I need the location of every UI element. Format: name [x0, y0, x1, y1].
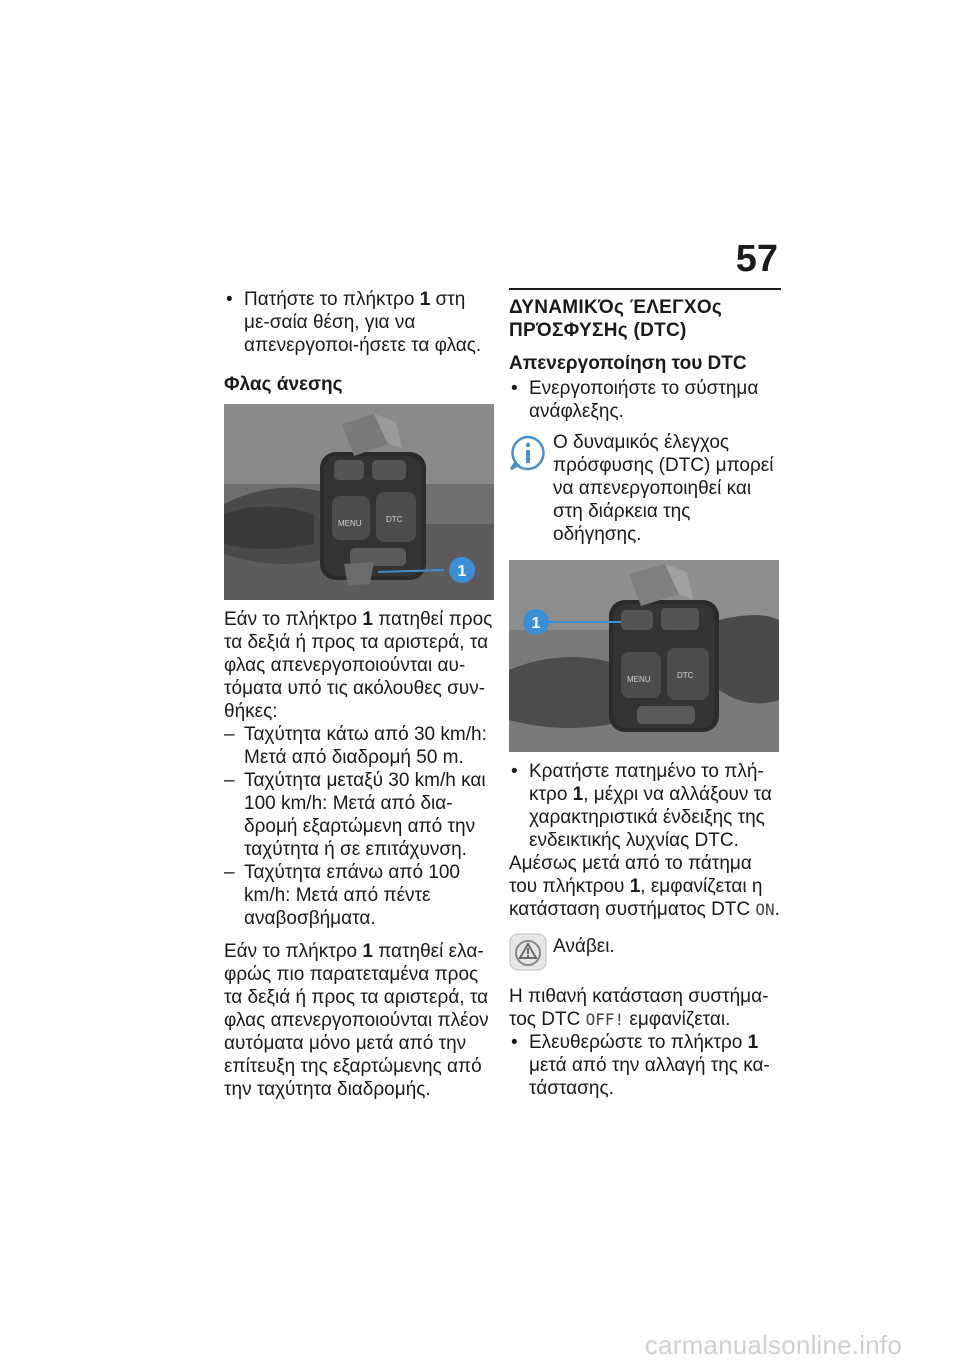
paragraph-4: Η πιθανή κατάσταση συστήμα-τος DTC OFF! εμφανίζεται.: [509, 986, 769, 1030]
dtc-deactivation-heading: Απενεργοποίηση του DTC: [509, 353, 747, 374]
page-number: 57: [735, 238, 778, 280]
handlebar-switch-figure-right: [509, 560, 779, 752]
callout-number: 1: [531, 615, 541, 632]
paragraph-3: Αμέσως μετά από το πάτημα του πλήκτρου 1, εμφανίζεται η κατάσταση συστήματος DTC ON.: [509, 853, 780, 920]
hold-button-bullet: • Κρατήστε πατημένο το πλή-κτρο 1, μέχρι να αλλάξουν τα χαρακτηριστικά ένδειξης της ενδεικτικής λυχνίας DTC.: [509, 760, 781, 852]
menu-button-label: MENU: [338, 519, 362, 528]
info-icon: [509, 435, 545, 471]
condition-item-3: – Ταχύτητα επάνω από 100 km/h: Μετά από πέντε αναβοσβήματα.: [224, 861, 496, 930]
condition-item-2: – Ταχύτητα μεταξύ 30 km/h και 100 km/h: Μετά από δια-δρομή εξαρτώμενη από την ταχύτητα ή σε επιτάχυνση.: [224, 769, 496, 861]
callout-number: 1: [457, 563, 467, 580]
indicator-note-text: Ανάβει.: [553, 936, 615, 957]
dtc-button-label: DTC: [677, 671, 694, 680]
info-note-text: Ο δυναμικός έλεγχος πρόσφυσης (DTC) μπορεί να απενεργοποιηθεί και στη διάρκεια της οδήγησης.: [553, 432, 774, 545]
warning-light-icon: [509, 933, 547, 971]
left-column: [224, 288, 496, 1101]
paragraph-1: Εάν το πλήκτρο 1 πατηθεί προς τα δεξιά ή προς τα αριστερά, τα φλας απενεργοποιούνται αυ-τόματα υπό τις ακόλουθες συν-θήκες:: [224, 609, 493, 722]
indicator-note: [509, 929, 781, 971]
intro-bullet: • Πατήστε το πλήκτρο 1 στη με-σαία θέση, για να απενεργοποι-ήσετε τα φλας.: [224, 288, 496, 357]
dtc-button-label: DTC: [386, 515, 403, 524]
ignition-bullet: • Ενεργοποιήστε το σύστημα ανάφλεξης.: [509, 377, 781, 423]
release-button-bullet: • Ελευθερώστε το πλήκτρο 1 μετά από την αλλαγή της κα-τάστασης.: [509, 1031, 781, 1100]
section-title: ΔΥΝΑΜΙΚΌς ΈΛΕΓΧΟς ΠΡΌΣΦΥΣΗς (DTC): [509, 288, 781, 342]
info-note: [509, 431, 781, 546]
condition-item-1: – Ταχύτητα κάτω από 30 km/h: Μετά από διαδρομή 50 m.: [224, 723, 496, 769]
watermark: carmanualsonline.info: [644, 1330, 902, 1360]
handlebar-switch-figure-left: [224, 404, 494, 600]
right-column: [509, 288, 781, 1100]
menu-button-label: MENU: [627, 675, 651, 684]
paragraph-2: Εάν το πλήκτρο 1 πατηθεί ελα-φρώς πιο παρατεταμένα προς τα δεξιά ή προς τα αριστερά, τα φλας απενεργοποιούνται πλέον αυτόματα μόνο μετά από την επίτευξη της εξαρτώμενης από την ταχύτητα διαδρομής.: [224, 941, 489, 1100]
comfort-turn-signal-heading: Φλας άνεσης: [224, 374, 343, 395]
